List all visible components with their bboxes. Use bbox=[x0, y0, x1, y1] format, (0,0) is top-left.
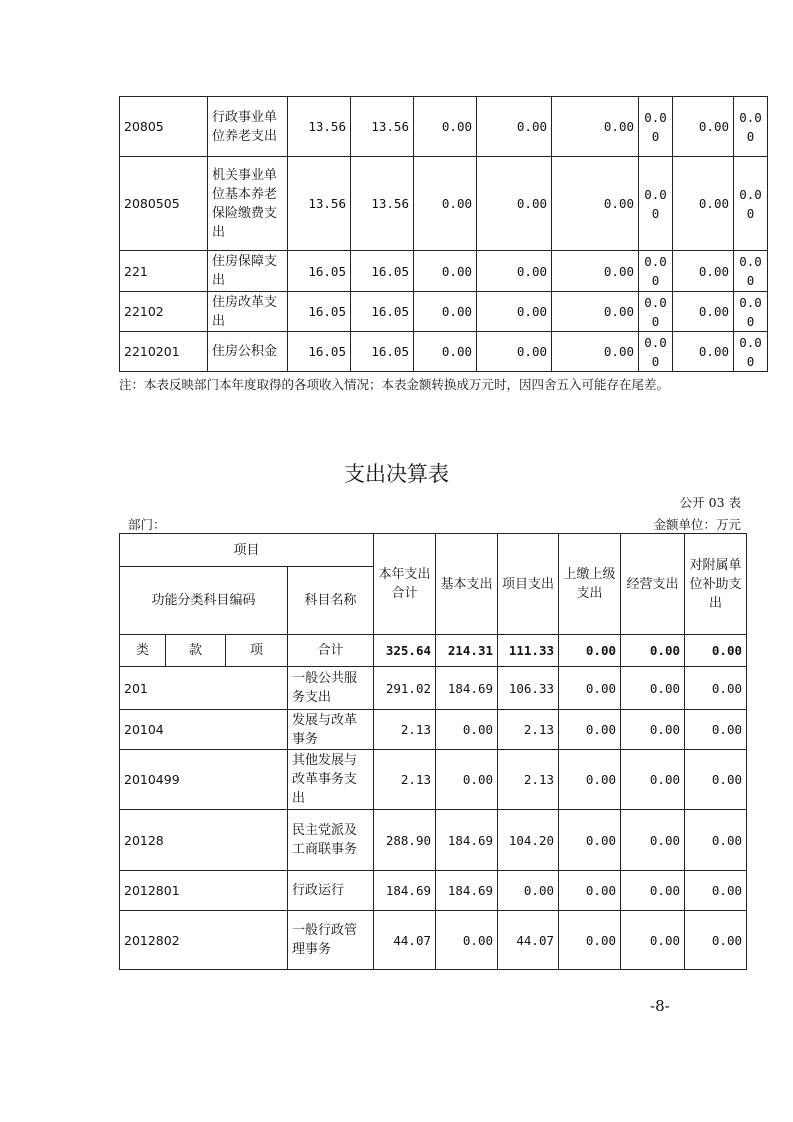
amount-cell: 0.00 bbox=[639, 251, 673, 292]
total-row-cell: 325.64 bbox=[374, 635, 436, 667]
table-row bbox=[120, 97, 768, 157]
amount-cell: 0.00 bbox=[477, 292, 552, 332]
amount-cell: 13.56 bbox=[288, 97, 351, 157]
amount-cell: 0.00 bbox=[414, 251, 477, 292]
amount-cell: 0.00 bbox=[621, 871, 685, 911]
amount-cell: 0.00 bbox=[498, 871, 559, 911]
amount-cell: 0.00 bbox=[436, 911, 498, 970]
amount-cell: 0.00 bbox=[621, 750, 685, 810]
header-business: 经营支出 bbox=[621, 534, 685, 635]
subject-code-cell: 2012801 bbox=[120, 871, 288, 911]
subject-code-cell: 22102 bbox=[120, 292, 208, 332]
page-title: 支出决算表 bbox=[344, 462, 449, 486]
subject-name-cell: 民主党派及工商联事务 bbox=[288, 810, 374, 871]
total-row-cell: 0.00 bbox=[685, 635, 747, 667]
amount-cell: 0.00 bbox=[734, 251, 768, 292]
subject-name-cell: 一般公共服务支出 bbox=[288, 667, 374, 710]
amount-cell: 0.00 bbox=[552, 332, 639, 372]
amount-cell: 13.56 bbox=[351, 97, 414, 157]
amount-cell: 0.00 bbox=[477, 157, 552, 251]
amount-cell: 2.13 bbox=[374, 750, 436, 810]
subject-code-cell: 2012802 bbox=[120, 911, 288, 970]
amount-cell: 288.90 bbox=[374, 810, 436, 871]
amount-cell: 0.00 bbox=[414, 292, 477, 332]
amount-cell: 0.00 bbox=[477, 251, 552, 292]
subject-code-cell: 201 bbox=[120, 667, 288, 710]
total-row-label: 合计 bbox=[288, 635, 374, 667]
amount-cell: 0.00 bbox=[552, 97, 639, 157]
amount-cell: 16.05 bbox=[288, 332, 351, 372]
amount-cell: 0.00 bbox=[414, 157, 477, 251]
amount-cell: 0.00 bbox=[734, 332, 768, 372]
amount-cell: 0.00 bbox=[559, 710, 621, 750]
subject-code-cell: 2080505 bbox=[120, 157, 208, 251]
amount-cell: 0.00 bbox=[559, 911, 621, 970]
amount-cell: 184.69 bbox=[436, 810, 498, 871]
subject-name-cell: 其他发展与改革事务支出 bbox=[288, 750, 374, 810]
subject-name-cell: 一般行政管理事务 bbox=[288, 911, 374, 970]
amount-cell: 0.00 bbox=[685, 911, 747, 970]
subject-code-cell: 221 bbox=[120, 251, 208, 292]
header-subsidy: 对附属单位补助支出 bbox=[685, 534, 747, 635]
form-number: 公开 03 表 bbox=[679, 495, 741, 510]
subject-name-cell: 住房保障支出 bbox=[208, 251, 288, 292]
amount-cell: 0.00 bbox=[673, 332, 734, 372]
amount-cell: 0.00 bbox=[552, 157, 639, 251]
total-row-cell: 0.00 bbox=[621, 635, 685, 667]
amount-cell: 16.05 bbox=[351, 251, 414, 292]
subject-name-cell: 行政事业单位养老支出 bbox=[208, 97, 288, 157]
subject-code-cell: 20104 bbox=[120, 710, 288, 750]
amount-cell: 13.56 bbox=[351, 157, 414, 251]
table-row bbox=[120, 911, 747, 970]
amount-cell: 0.00 bbox=[734, 157, 768, 251]
total-row-cell: 214.31 bbox=[436, 635, 498, 667]
subject-code-cell: 2210201 bbox=[120, 332, 208, 372]
amount-cell: 44.07 bbox=[498, 911, 559, 970]
amount-cell: 16.05 bbox=[351, 332, 414, 372]
header-project: 项目支出 bbox=[498, 534, 559, 635]
table-row bbox=[120, 750, 747, 810]
header-basic: 基本支出 bbox=[436, 534, 498, 635]
amount-cell: 0.00 bbox=[559, 871, 621, 911]
amount-cell: 16.05 bbox=[288, 251, 351, 292]
amount-cell: 0.00 bbox=[673, 292, 734, 332]
table-row bbox=[120, 667, 747, 710]
amount-cell: 2.13 bbox=[498, 750, 559, 810]
amount-cell: 0.00 bbox=[673, 251, 734, 292]
amount-cell: 0.00 bbox=[685, 667, 747, 710]
amount-cell: 0.00 bbox=[559, 667, 621, 710]
table-row bbox=[120, 871, 747, 911]
table-row bbox=[120, 710, 747, 750]
subject-name-cell: 机关事业单位基本养老保险缴费支出 bbox=[208, 157, 288, 251]
header-kuan: 款 bbox=[166, 635, 226, 667]
amount-cell: 0.00 bbox=[477, 97, 552, 157]
amount-cell: 0.00 bbox=[685, 750, 747, 810]
table-row bbox=[120, 251, 768, 292]
amount-cell: 0.00 bbox=[414, 97, 477, 157]
page-number: -8- bbox=[650, 997, 670, 1015]
header-xiang: 项 bbox=[226, 635, 288, 667]
amount-cell: 16.05 bbox=[288, 292, 351, 332]
amount-unit-label: 金额单位：万元 bbox=[653, 517, 741, 532]
amount-cell: 0.00 bbox=[414, 332, 477, 372]
table-row bbox=[120, 157, 768, 251]
table-row bbox=[120, 810, 747, 871]
subject-name-cell: 住房公积金 bbox=[208, 332, 288, 372]
income-table-continued bbox=[119, 96, 768, 372]
amount-cell: 0.00 bbox=[685, 871, 747, 911]
amount-cell: 104.20 bbox=[498, 810, 559, 871]
amount-cell: 0.00 bbox=[621, 667, 685, 710]
total-row-cell: 111.33 bbox=[498, 635, 559, 667]
amount-cell: 0.00 bbox=[639, 292, 673, 332]
subject-code-cell: 20805 bbox=[120, 97, 208, 157]
amount-cell: 0.00 bbox=[734, 292, 768, 332]
amount-cell: 0.00 bbox=[436, 750, 498, 810]
header-lei: 类 bbox=[120, 635, 166, 667]
amount-cell: 0.00 bbox=[436, 710, 498, 750]
table-row bbox=[120, 292, 768, 332]
amount-cell: 0.00 bbox=[639, 332, 673, 372]
subject-name-cell: 行政运行 bbox=[288, 871, 374, 911]
amount-cell: 0.00 bbox=[559, 810, 621, 871]
subject-name-cell: 住房改革支出 bbox=[208, 292, 288, 332]
subject-code-cell: 2010499 bbox=[120, 750, 288, 810]
amount-cell: 0.00 bbox=[621, 810, 685, 871]
amount-cell: 44.07 bbox=[374, 911, 436, 970]
header-upper: 上缴上级支出 bbox=[559, 534, 621, 635]
amount-cell: 2.13 bbox=[498, 710, 559, 750]
total-row-cell: 0.00 bbox=[559, 635, 621, 667]
subject-code-cell: 20128 bbox=[120, 810, 288, 871]
amount-cell: 106.33 bbox=[498, 667, 559, 710]
amount-cell: 0.00 bbox=[621, 710, 685, 750]
amount-cell: 0.00 bbox=[639, 97, 673, 157]
amount-cell: 2.13 bbox=[374, 710, 436, 750]
amount-cell: 184.69 bbox=[436, 667, 498, 710]
header-total: 本年支出合计 bbox=[374, 534, 436, 635]
subject-name-cell: 发展与改革事务 bbox=[288, 710, 374, 750]
amount-cell: 184.69 bbox=[436, 871, 498, 911]
amount-cell: 16.05 bbox=[351, 292, 414, 332]
amount-cell: 0.00 bbox=[639, 157, 673, 251]
amount-cell: 0.00 bbox=[673, 157, 734, 251]
table-row bbox=[120, 332, 768, 372]
amount-cell: 291.02 bbox=[374, 667, 436, 710]
amount-cell: 0.00 bbox=[552, 251, 639, 292]
expenditure-table bbox=[119, 533, 747, 970]
amount-cell: 0.00 bbox=[621, 911, 685, 970]
header-item: 项目 bbox=[120, 534, 374, 567]
amount-cell: 0.00 bbox=[559, 750, 621, 810]
amount-cell: 0.00 bbox=[685, 710, 747, 750]
department-label: 部门： bbox=[128, 517, 166, 532]
table-note: 注：本表反映部门本年度取得的各项收入情况；本表金额转换成万元时，因四舍五入可能存在尾差。 bbox=[119, 377, 670, 392]
amount-cell: 0.00 bbox=[673, 97, 734, 157]
amount-cell: 0.00 bbox=[477, 332, 552, 372]
header-subject-name: 科目名称 bbox=[288, 567, 374, 635]
amount-cell: 13.56 bbox=[288, 157, 351, 251]
header-func-code: 功能分类科目编码 bbox=[120, 567, 288, 635]
amount-cell: 0.00 bbox=[552, 292, 639, 332]
amount-cell: 0.00 bbox=[685, 810, 747, 871]
amount-cell: 0.00 bbox=[734, 97, 768, 157]
amount-cell: 184.69 bbox=[374, 871, 436, 911]
